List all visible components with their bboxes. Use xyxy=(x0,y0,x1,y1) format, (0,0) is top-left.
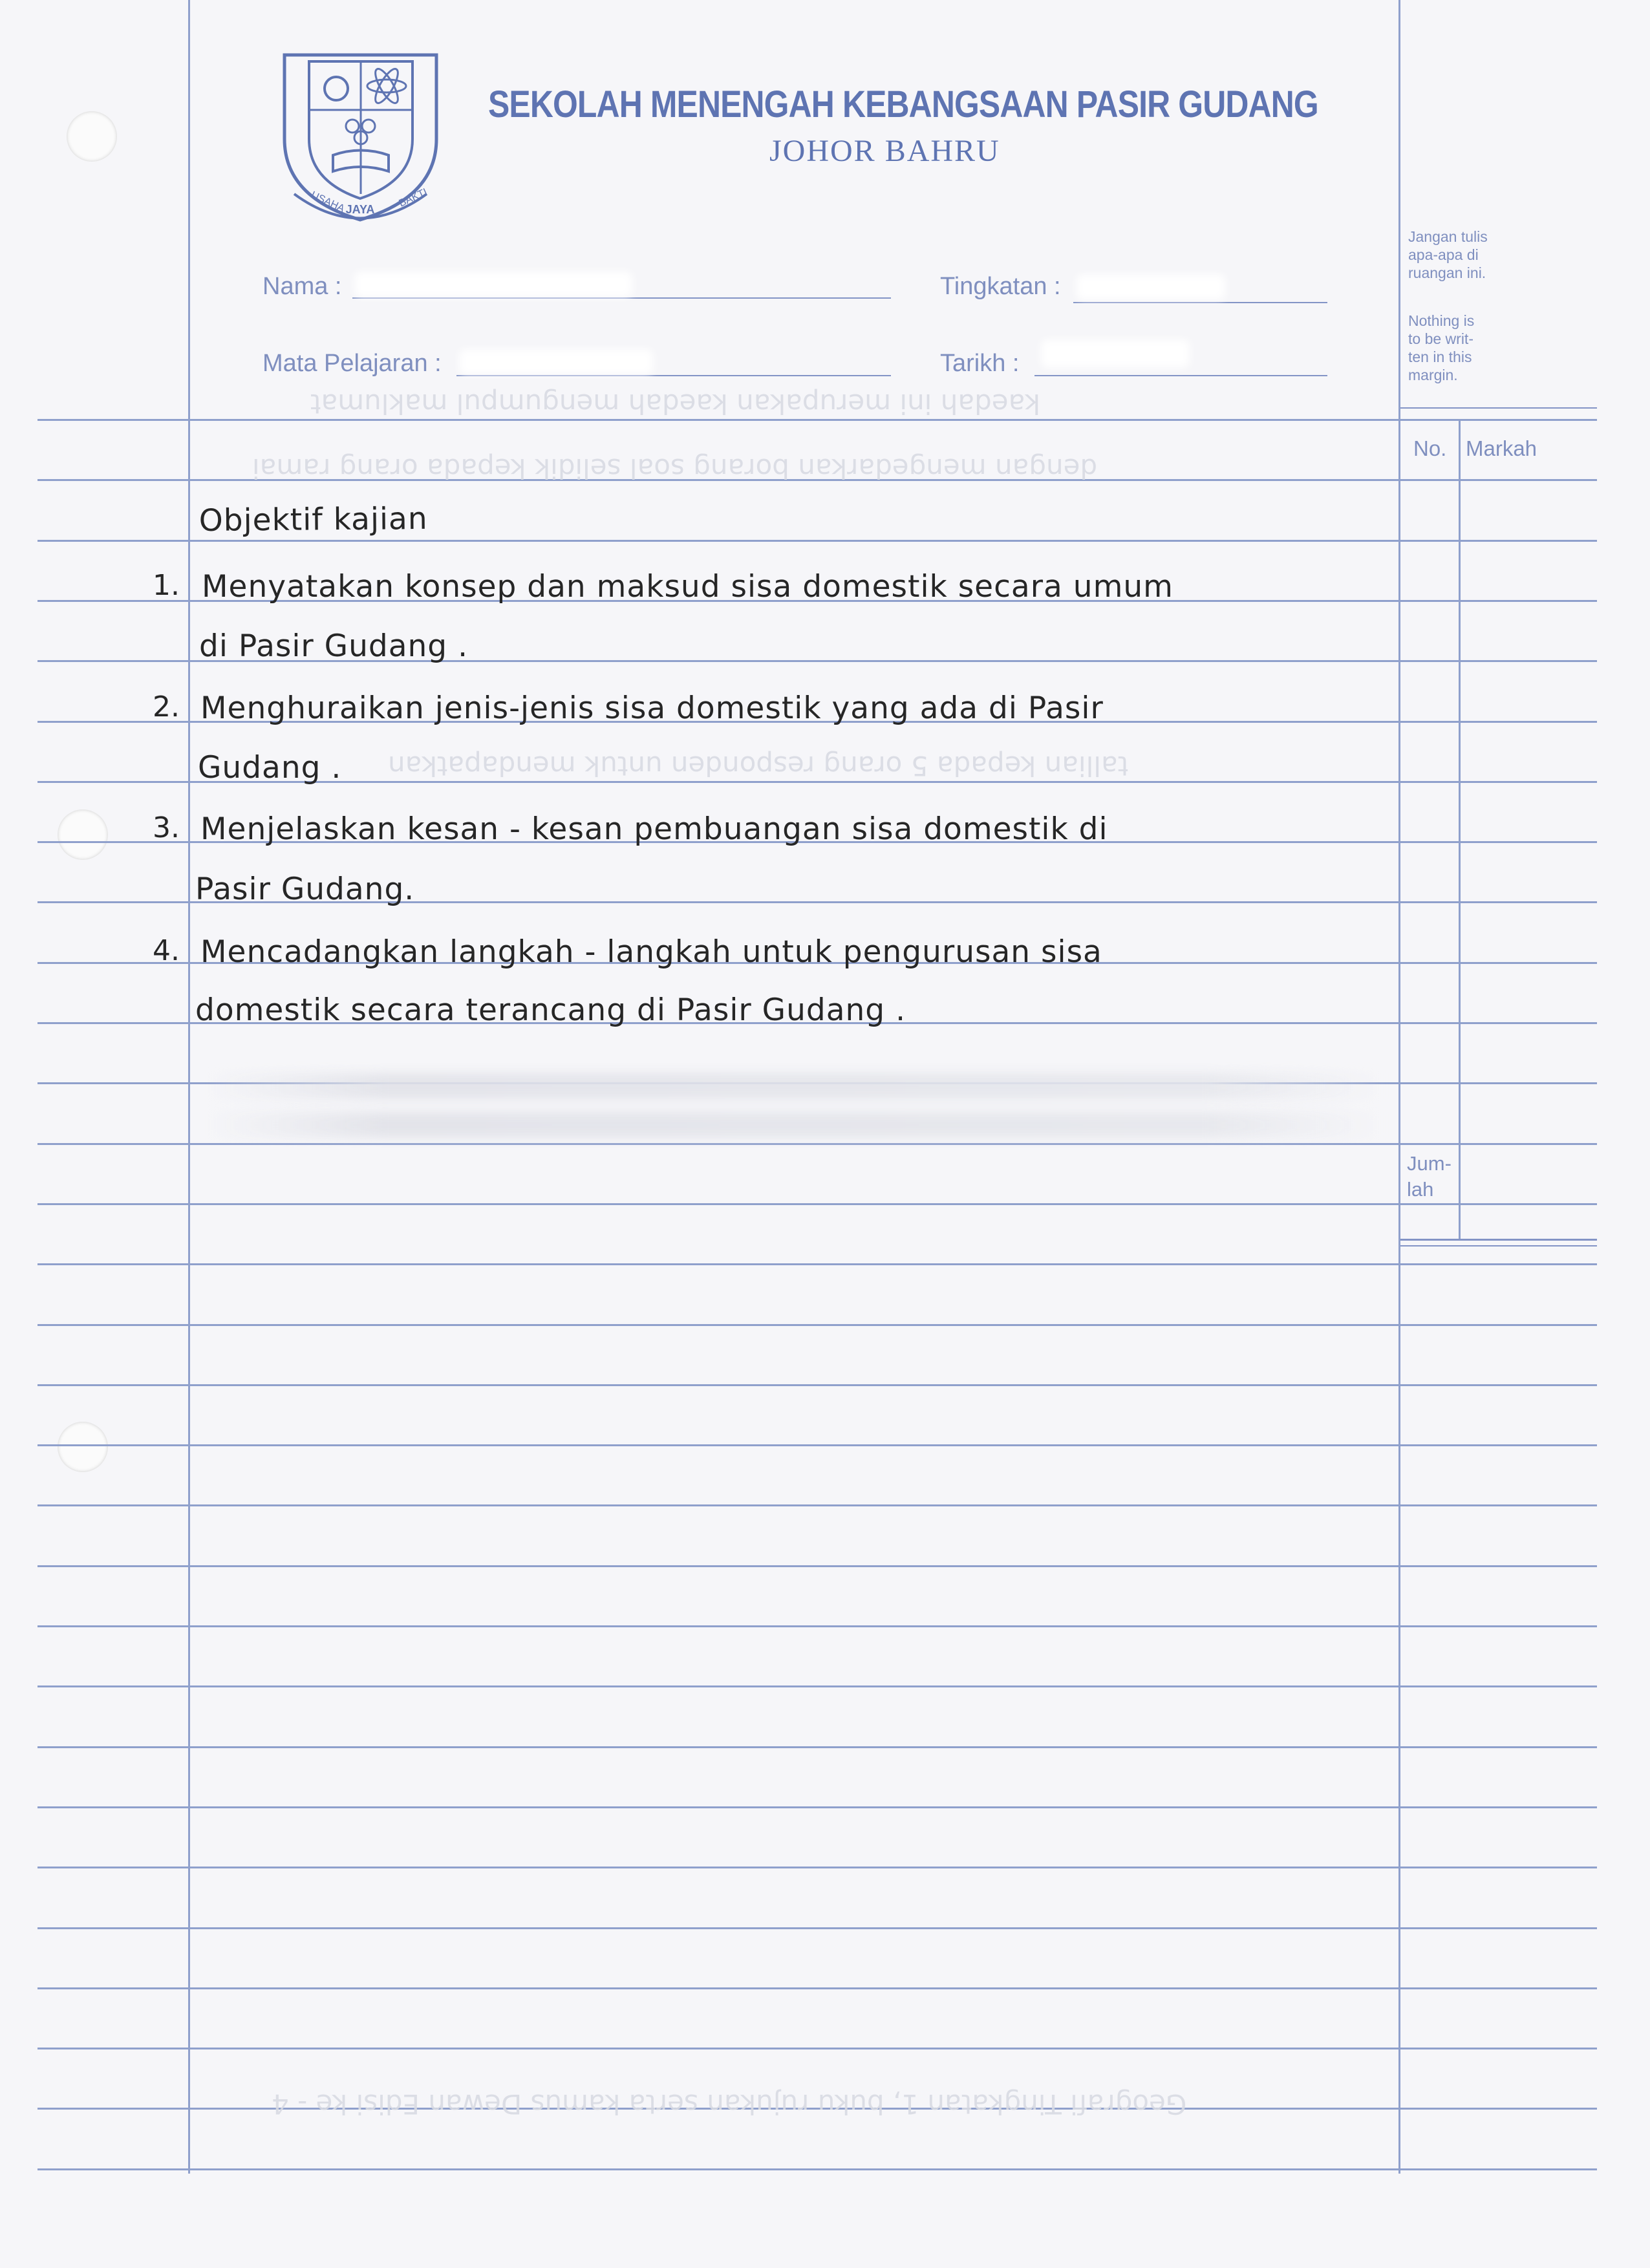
mata-pelajaran-label: Mata Pelajaran : xyxy=(262,350,442,377)
tarikh-field-line[interactable] xyxy=(1034,375,1327,376)
marks-box-bottom-2 xyxy=(1400,1245,1597,1246)
item-1-line-1: Menyatakan konsep dan maksud sisa domestik secara umum xyxy=(202,569,1173,604)
item-1-line-2: di Pasir Gudang . xyxy=(199,628,469,664)
ruled-line xyxy=(38,1685,1597,1687)
svg-text:JAYA: JAYA xyxy=(345,203,375,216)
marks-column-rule xyxy=(1459,419,1461,1239)
item-2-line-2: Gudang . xyxy=(198,750,342,786)
punch-hole-middle xyxy=(58,809,108,860)
item-number: 3. xyxy=(153,811,180,844)
bleed-through-text: kaedah ini merupakan kaedah mengumpul maklumat xyxy=(310,388,1040,420)
erased-line xyxy=(207,1112,1384,1138)
right-margin-rule xyxy=(1398,0,1400,2174)
bleed-through-text: Geografi Tingkatan 1, buku rujukan serta kamus Dewan Edisi ke - 4 xyxy=(272,2088,1187,2120)
school-crest-logo xyxy=(272,48,449,230)
ruled-line xyxy=(38,1444,1597,1446)
ruled-line xyxy=(38,1746,1597,1748)
tarikh-redaction xyxy=(1041,339,1190,368)
school-city: JOHOR BAHRU xyxy=(769,134,1000,168)
mata-pelajaran-redaction xyxy=(459,349,653,375)
content-heading: Objektif kajian xyxy=(198,500,428,539)
nama-label: Nama : xyxy=(262,273,342,300)
ruled-line xyxy=(38,1203,1597,1205)
tingkatan-field-line[interactable] xyxy=(1073,302,1327,303)
item-number: 1. xyxy=(153,569,180,602)
mata-pelajaran-field-line[interactable] xyxy=(456,375,891,376)
marks-col-markah: Markah xyxy=(1466,436,1538,460)
marks-box-bottom xyxy=(1400,1239,1597,1241)
ruled-line xyxy=(38,1625,1597,1627)
ruled-line xyxy=(38,1504,1597,1506)
tingkatan-label: Tingkatan : xyxy=(940,273,1061,300)
item-4-line-1: Mencadangkan langkah - langkah untuk pengurusan sisa xyxy=(200,934,1102,970)
left-margin-rule xyxy=(188,0,190,2174)
bleed-through-text: tallian kepada 5 orang responden untuk mendapatkan xyxy=(388,750,1129,782)
item-4-line-2: domestik secara terancang di Pasir Gudang . xyxy=(195,992,906,1028)
marks-jumlah: Jum- lah xyxy=(1407,1152,1452,1201)
ruled-line xyxy=(38,1384,1597,1386)
marks-col-no: No. xyxy=(1413,436,1447,460)
school-name: SEKOLAH MENENGAH KEBANGSAAN PASIR GUDANG xyxy=(488,83,1318,125)
punch-hole-bottom xyxy=(58,1422,108,1472)
ruled-line xyxy=(38,2168,1597,2170)
ruled-line xyxy=(38,1806,1597,1808)
item-2-line-1: Menghuraikan jenis-jenis sisa domestik yang ada di Pasir xyxy=(200,690,1104,726)
margin-note-malay: Jangan tulis apa-apa di ruangan ini. xyxy=(1408,228,1488,281)
nama-field-line[interactable] xyxy=(352,297,891,299)
ruled-line xyxy=(38,1927,1597,1929)
ruled-line xyxy=(38,540,1597,542)
ruled-line xyxy=(38,1867,1597,1868)
item-3-line-1: Menjelaskan kesan - kesan pembuangan sisa domestik di xyxy=(200,811,1108,847)
marks-box-top xyxy=(1400,407,1597,409)
svg-text:USAHA: USAHA xyxy=(309,189,347,215)
ruled-line xyxy=(38,2048,1597,2049)
item-number: 4. xyxy=(153,934,180,967)
ruled-line xyxy=(38,1565,1597,1567)
nama-redaction xyxy=(354,272,632,297)
erased-line xyxy=(207,1073,1384,1099)
punch-hole-top xyxy=(67,111,117,162)
item-3-line-2: Pasir Gudang. xyxy=(195,872,415,907)
bleed-through-text: dengan mengedarkan borang soal selidik kepada orang ramai xyxy=(252,453,1098,484)
ruled-line xyxy=(38,1987,1597,1989)
svg-text:BAKTI: BAKTI xyxy=(397,186,429,209)
margin-note-english: Nothing is to be writ- ten in this margin. xyxy=(1408,312,1475,383)
tingkatan-redaction xyxy=(1077,274,1225,300)
ruled-line xyxy=(38,1143,1597,1145)
item-number: 2. xyxy=(153,690,180,723)
ruled-line xyxy=(38,1263,1597,1265)
ruled-line xyxy=(38,1324,1597,1326)
tarikh-label: Tarikh : xyxy=(940,350,1020,377)
